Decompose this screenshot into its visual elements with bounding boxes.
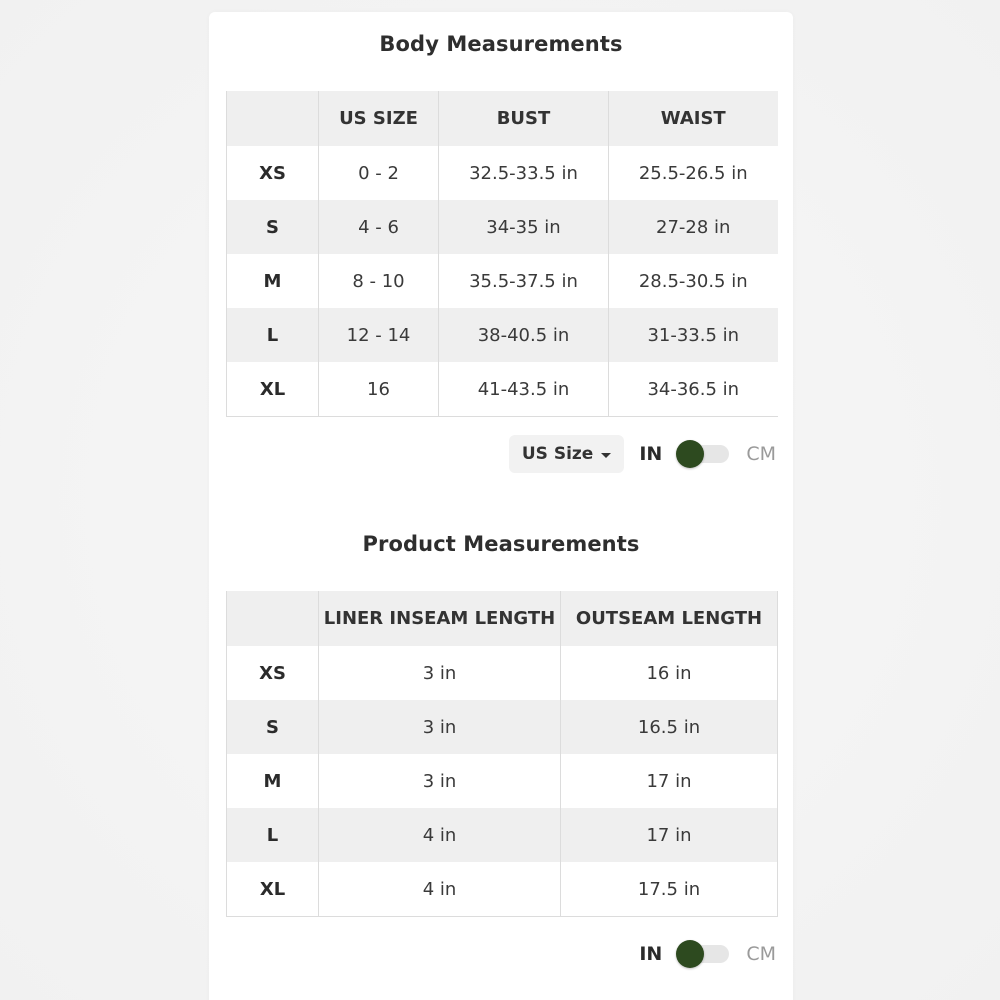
body-measurements-controls [509,435,776,473]
cell-bust: 32.5-33.5 in [439,146,609,200]
table-header-row [227,91,778,146]
toggle-knob [676,940,704,968]
column-header-waist: WAIST [609,91,778,146]
row-size-label: S [227,200,319,254]
unit-toggle[interactable] [676,940,728,968]
unit-label-cm: CM [746,443,776,465]
size-guide-card [209,12,793,1000]
row-size-label: M [227,754,319,808]
row-size-label: XS [227,146,319,200]
row-size-label: L [227,308,319,362]
cell-liner-inseam: 3 in [319,754,561,808]
body-measurements-table [226,91,778,417]
table-row [227,200,778,254]
table-row [227,862,778,917]
cell-bust: 34-35 in [439,200,609,254]
cell-waist: 31-33.5 in [609,308,778,362]
cell-liner-inseam: 4 in [319,862,561,917]
toggle-knob [676,440,704,468]
row-size-label: XS [227,646,319,700]
row-size-label: XL [227,862,319,917]
cell-us-size: 0 - 2 [319,146,439,200]
cell-liner-inseam: 3 in [319,646,561,700]
cell-waist: 27-28 in [609,200,778,254]
product-measurements-title: Product Measurements [362,532,640,556]
table-row [227,754,778,808]
cell-us-size: 16 [319,362,439,417]
cell-us-size: 12 - 14 [319,308,439,362]
column-header-us-size: US SIZE [319,91,439,146]
table-row [227,146,778,200]
cell-us-size: 4 - 6 [319,200,439,254]
product-measurements-table [226,591,778,917]
row-size-label: XL [227,362,319,417]
size-system-dropdown-label: US Size [521,444,594,464]
column-header-size [227,91,319,146]
unit-toggle[interactable] [676,440,728,468]
body-measurements-title: Body Measurements [379,32,623,56]
unit-label-in: IN [639,943,663,965]
cell-liner-inseam: 3 in [319,700,561,754]
cell-waist: 25.5-26.5 in [638,162,748,184]
column-header-outseam-length: OUTSEAM LENGTH [561,591,778,646]
cell-outseam: 17 in [561,754,778,808]
caret-down-icon [601,453,611,458]
row-size-label: M [227,254,319,308]
cell-waist: 34-36.5 in [647,378,740,400]
cell-liner-inseam: 4 in [319,808,561,862]
cell-outseam: 17 in [561,808,778,862]
unit-label-in: IN [639,443,663,465]
table-row [227,362,778,417]
row-size-label: S [227,700,319,754]
table-row [227,308,778,362]
cell-bust: 35.5-37.5 in [439,254,609,308]
cell-waist: 28.5-30.5 in [638,270,748,292]
table-header-row [227,591,778,646]
cell-bust: 41-43.5 in [439,362,609,417]
cell-outseam: 16 in [561,646,778,700]
table-row [227,646,778,700]
table-row [227,808,778,862]
unit-label-cm: CM [746,943,776,965]
cell-outseam: 16.5 in [561,700,778,754]
table-row [227,700,778,754]
size-system-dropdown[interactable] [509,435,624,473]
table-row [227,254,778,308]
cell-outseam: 17.5 in [561,862,778,917]
cell-bust: 38-40.5 in [439,308,609,362]
column-header-size [227,591,319,646]
cell-us-size: 8 - 10 [319,254,439,308]
column-header-bust: BUST [439,91,609,146]
product-measurements-controls [639,935,776,973]
column-header-liner-inseam-length: LINER INSEAM LENGTH [319,591,561,646]
row-size-label: L [227,808,319,862]
